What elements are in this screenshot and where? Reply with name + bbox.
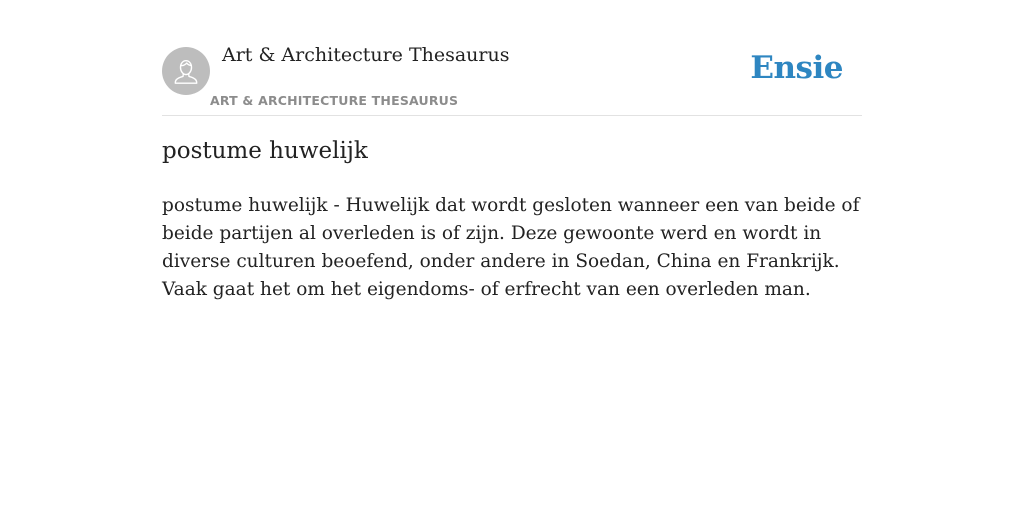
definition-card <box>162 0 862 300</box>
user-avatar-icon[interactable] <box>162 47 210 95</box>
page-title: postume huwelijk <box>162 138 368 164</box>
author-name[interactable]: Art & Architecture Thesaurus <box>222 44 510 66</box>
definition-text: postume huwelijk - Huwelijk dat wordt gesloten wanneer een van beide of beide partijen al overleden is of zijn. Deze gewoonte werd en wordt in diverse culturen beoefend, onder andere in Soedan, China en Frankrijk. Vaak gaat het om het eigendoms- of erfrecht van een overleden man. <box>162 195 860 300</box>
source-label[interactable]: ART & ARCHITECTURE THESAURUS <box>210 93 459 108</box>
ensie-logo-link[interactable]: Ensie <box>750 50 843 86</box>
card-header <box>162 0 862 116</box>
